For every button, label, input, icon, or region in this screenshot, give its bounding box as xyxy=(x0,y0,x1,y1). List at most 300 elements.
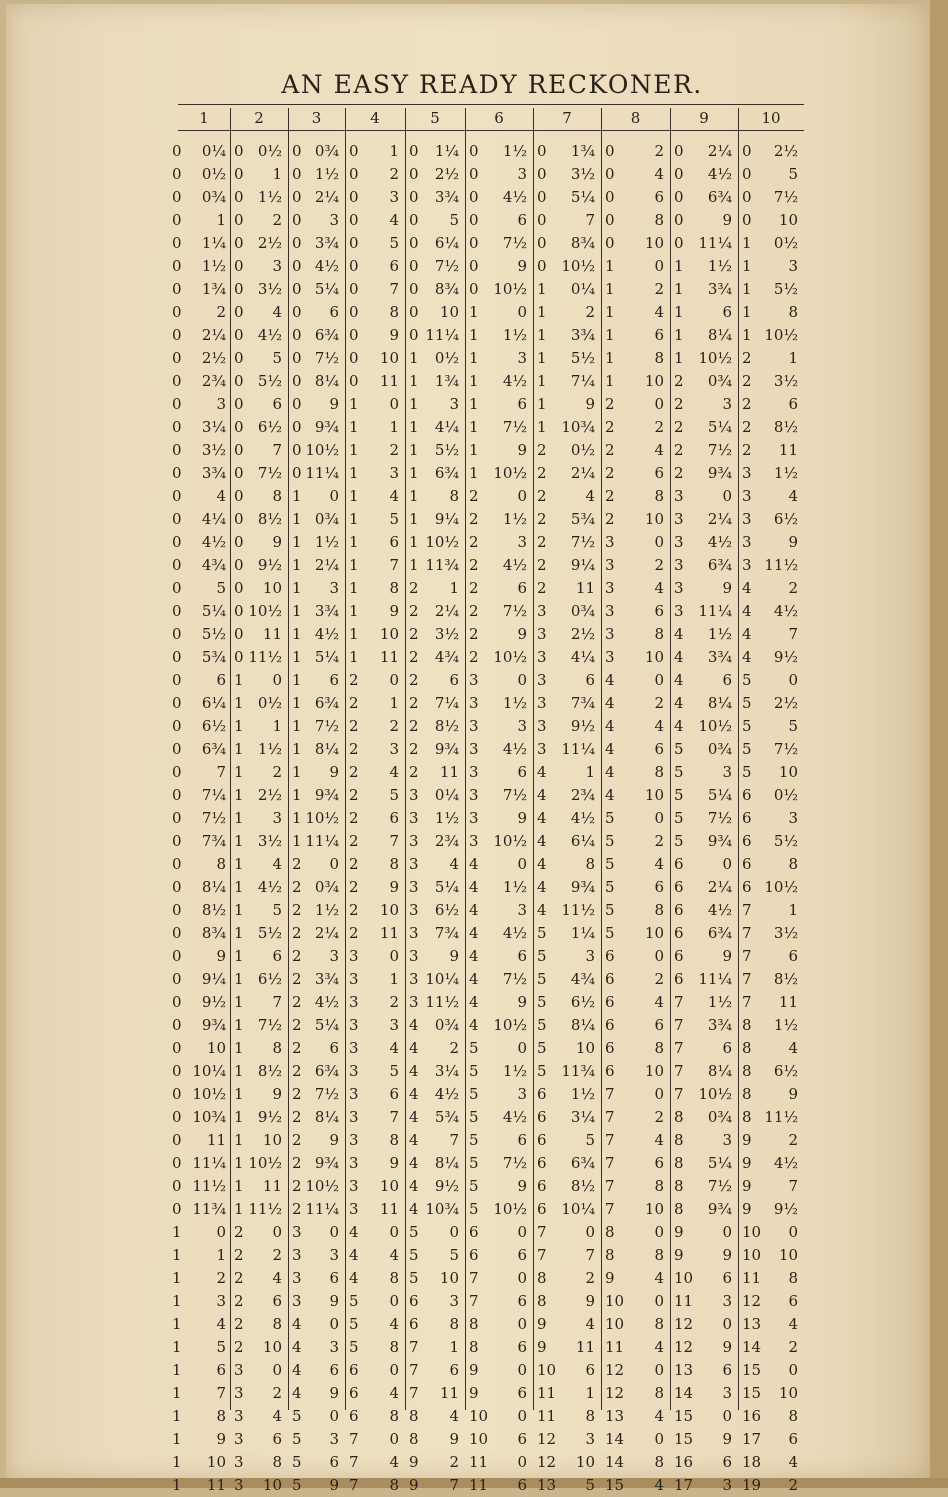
pence-value: 10½ xyxy=(248,602,282,620)
table-cell xyxy=(172,577,226,600)
shillings-value: 2 xyxy=(292,1108,302,1126)
pence-value: 9½ xyxy=(257,556,282,574)
shillings-value: 5 xyxy=(409,1246,419,1264)
table-cell xyxy=(469,554,527,577)
pence-value: 1 xyxy=(585,763,595,781)
pence-value: 10½ xyxy=(305,809,339,827)
table-cell xyxy=(349,278,399,301)
shillings-value: 0 xyxy=(234,602,244,620)
table-cell xyxy=(292,1152,339,1175)
pence-value: 0 xyxy=(517,1039,527,1057)
table-cell xyxy=(349,1474,399,1497)
shillings-value: 2 xyxy=(605,510,615,528)
table-cell xyxy=(537,1474,595,1497)
shillings-value: 0 xyxy=(409,234,419,252)
table-cell xyxy=(349,1221,399,1244)
table-cell xyxy=(742,669,798,692)
pence-value: 0 xyxy=(517,1315,527,1333)
shillings-value: 1 xyxy=(172,1338,182,1356)
shillings-value: 0 xyxy=(234,579,244,597)
table-cell xyxy=(409,922,459,945)
pence-value: 10½ xyxy=(698,1085,732,1103)
table-cell xyxy=(172,1290,226,1313)
pence-value: 5 xyxy=(449,211,459,229)
pence-value: 1 xyxy=(585,1384,595,1402)
table-cell xyxy=(674,347,732,370)
table-cell xyxy=(469,531,527,554)
table-cell xyxy=(469,1290,527,1313)
shillings-value: 1 xyxy=(234,740,244,758)
pence-value: 6¾ xyxy=(314,694,339,712)
table-cell xyxy=(349,301,399,324)
pence-value: 7 xyxy=(389,1108,399,1126)
shillings-value: 6 xyxy=(742,878,752,896)
shillings-value: 5 xyxy=(537,924,547,942)
table-cell xyxy=(172,1267,226,1290)
pence-value: 0 xyxy=(654,947,664,965)
pence-value: 6 xyxy=(517,579,527,597)
table-cell xyxy=(409,876,459,899)
pence-value: 0 xyxy=(654,1361,664,1379)
pence-value: 6¼ xyxy=(201,694,226,712)
table-cell xyxy=(234,278,282,301)
table-cell xyxy=(605,301,664,324)
pence-value: 5¼ xyxy=(434,878,459,896)
pence-value: 9 xyxy=(585,395,595,413)
pence-value: 7¼ xyxy=(434,694,459,712)
table-cell xyxy=(234,1083,282,1106)
table-cell xyxy=(605,186,664,209)
table-cell xyxy=(537,370,595,393)
table-cell xyxy=(605,370,664,393)
table-cell xyxy=(409,1014,459,1037)
shillings-value: 1 xyxy=(349,533,359,551)
table-cell xyxy=(292,1129,339,1152)
table-cell xyxy=(409,1060,459,1083)
shillings-value: 0 xyxy=(605,142,615,160)
pence-value: 6 xyxy=(389,533,399,551)
shillings-value: 0 xyxy=(172,786,182,804)
shillings-value: 2 xyxy=(349,832,359,850)
table-cell xyxy=(742,738,798,761)
column-header: 9 xyxy=(699,109,709,127)
pence-value: 2 xyxy=(654,280,664,298)
shillings-value: 4 xyxy=(605,717,615,735)
shillings-value: 2 xyxy=(537,441,547,459)
table-cell xyxy=(234,1175,282,1198)
pence-value: 8 xyxy=(654,1315,664,1333)
table-cell xyxy=(172,784,226,807)
table-cell xyxy=(742,1336,798,1359)
shillings-value: 0 xyxy=(742,165,752,183)
table-cell xyxy=(409,807,459,830)
pence-value: 11¼ xyxy=(305,1200,339,1218)
pence-value: 4½ xyxy=(257,878,282,896)
pence-value: 0 xyxy=(654,257,664,275)
pence-value: 6 xyxy=(788,1292,798,1310)
table-cell xyxy=(674,1083,732,1106)
pence-value: 6 xyxy=(585,671,595,689)
table-cell xyxy=(605,1290,664,1313)
table-cell xyxy=(349,370,399,393)
shillings-value: 10 xyxy=(537,1361,557,1379)
shillings-value: 3 xyxy=(409,993,419,1011)
pence-value: 7¾ xyxy=(570,694,595,712)
table-cell xyxy=(172,462,226,485)
table-cell xyxy=(172,1152,226,1175)
table-cell xyxy=(742,301,798,324)
shillings-value: 6 xyxy=(537,1108,547,1126)
pence-value: 10½ xyxy=(764,326,798,344)
shillings-value: 3 xyxy=(349,1131,359,1149)
pence-value: 7½ xyxy=(707,1177,732,1195)
pence-value: 10 xyxy=(206,1039,226,1057)
pence-value: 0 xyxy=(389,947,399,965)
shillings-value: 3 xyxy=(409,878,419,896)
table-cell xyxy=(349,531,399,554)
column-header: 3 xyxy=(311,109,322,127)
shillings-value: 15 xyxy=(674,1407,694,1425)
shillings-value: 0 xyxy=(172,395,182,413)
pence-value: 2¼ xyxy=(707,878,732,896)
table-cell xyxy=(172,1129,226,1152)
shillings-value: 2 xyxy=(742,349,752,367)
pence-value: 8 xyxy=(216,855,226,873)
shillings-value: 1 xyxy=(469,326,479,344)
table-cell xyxy=(674,853,732,876)
table-cell xyxy=(674,324,732,347)
shillings-value: 0 xyxy=(172,257,182,275)
shillings-value: 1 xyxy=(234,1062,244,1080)
pence-value: 8 xyxy=(788,303,798,321)
shillings-value: 11 xyxy=(537,1384,557,1402)
pence-value: 10 xyxy=(379,349,399,367)
table-cell xyxy=(742,1175,798,1198)
shillings-value: 15 xyxy=(742,1361,762,1379)
shillings-value: 3 xyxy=(742,510,752,528)
pence-value: 0½ xyxy=(257,142,282,160)
shillings-value: 1 xyxy=(234,993,244,1011)
table-cell xyxy=(674,1037,732,1060)
pence-value: 4½ xyxy=(314,625,339,643)
table-cell xyxy=(292,669,339,692)
shillings-value: 0 xyxy=(469,280,479,298)
table-cell xyxy=(674,1175,732,1198)
table-cell xyxy=(349,1382,399,1405)
pence-value: 1½ xyxy=(707,993,732,1011)
table-cell xyxy=(292,232,339,255)
shillings-value: 0 xyxy=(172,326,182,344)
table-cell xyxy=(742,922,798,945)
shillings-value: 1 xyxy=(172,1384,182,1402)
table-cell xyxy=(234,692,282,715)
pence-value: 3½ xyxy=(570,165,595,183)
shillings-value: 3 xyxy=(349,1039,359,1057)
table-cell xyxy=(409,462,459,485)
shillings-value: 4 xyxy=(409,1131,419,1149)
table-cell xyxy=(605,347,664,370)
pence-value: 1 xyxy=(216,211,226,229)
pence-value: 0 xyxy=(722,1407,732,1425)
shillings-value: 2 xyxy=(349,740,359,758)
pence-value: 5¾ xyxy=(434,1108,459,1126)
pence-value: 10½ xyxy=(698,717,732,735)
pence-value: 4¼ xyxy=(201,510,226,528)
pence-value: 5 xyxy=(788,717,798,735)
table-cell xyxy=(742,1313,798,1336)
pence-value: 10½ xyxy=(493,1016,527,1034)
pence-value: 5 xyxy=(216,1338,226,1356)
table-cell xyxy=(469,1267,527,1290)
shillings-value: 6 xyxy=(537,1131,547,1149)
pence-value: 5½ xyxy=(201,625,226,643)
pence-value: 4 xyxy=(654,855,664,873)
shillings-value: 1 xyxy=(742,234,752,252)
pence-value: 4 xyxy=(788,1039,798,1057)
table-cell xyxy=(605,968,664,991)
table-cell xyxy=(537,485,595,508)
pence-value: 8½ xyxy=(257,1062,282,1080)
pence-value: 9 xyxy=(329,1384,339,1402)
table-cell xyxy=(292,186,339,209)
pence-value: 6 xyxy=(272,1292,282,1310)
shillings-value: 2 xyxy=(469,533,479,551)
table-cell xyxy=(469,1152,527,1175)
table-cell xyxy=(409,301,459,324)
pence-value: 2 xyxy=(272,763,282,781)
pence-value: 2¼ xyxy=(707,142,732,160)
shillings-value: 1 xyxy=(537,280,547,298)
pence-value: 4 xyxy=(654,993,664,1011)
table-cell xyxy=(605,554,664,577)
pence-value: 0 xyxy=(722,487,732,505)
shillings-value: 4 xyxy=(409,1039,419,1057)
shillings-value: 7 xyxy=(409,1361,419,1379)
shillings-value: 1 xyxy=(674,280,684,298)
table-cell xyxy=(409,1106,459,1129)
shillings-value: 0 xyxy=(674,165,684,183)
table-cell xyxy=(349,784,399,807)
shillings-value: 7 xyxy=(674,1085,684,1103)
pence-value: 9½ xyxy=(570,717,595,735)
table-cell xyxy=(349,807,399,830)
shillings-value: 8 xyxy=(674,1154,684,1172)
table-cell xyxy=(605,255,664,278)
table-cell xyxy=(674,1336,732,1359)
shillings-value: 9 xyxy=(742,1177,752,1195)
pence-value: 3½ xyxy=(773,924,798,942)
table-cell xyxy=(742,485,798,508)
pence-value: 2¼ xyxy=(314,924,339,942)
pence-value: 5½ xyxy=(257,924,282,942)
shillings-value: 3 xyxy=(349,970,359,988)
table-cell xyxy=(292,554,339,577)
pence-value: 8¼ xyxy=(314,372,339,390)
pence-value: 9¼ xyxy=(570,556,595,574)
shillings-value: 0 xyxy=(172,740,182,758)
pence-value: 10 xyxy=(778,763,798,781)
shillings-value: 7 xyxy=(605,1154,615,1172)
pence-value: 9¾ xyxy=(314,1154,339,1172)
table-cell xyxy=(537,1060,595,1083)
table-cell xyxy=(292,1474,339,1497)
shillings-value: 1 xyxy=(292,602,302,620)
table-cell xyxy=(469,830,527,853)
table-cell xyxy=(172,1474,226,1497)
shillings-value: 11 xyxy=(742,1269,762,1287)
shillings-value: 7 xyxy=(742,901,752,919)
pence-value: 6½ xyxy=(257,970,282,988)
table-cell xyxy=(349,830,399,853)
shillings-value: 0 xyxy=(172,1154,182,1172)
table-cell xyxy=(742,531,798,554)
pence-value: 3¼ xyxy=(570,1108,595,1126)
pence-value: 3½ xyxy=(201,441,226,459)
table-cell xyxy=(605,853,664,876)
shillings-value: 0 xyxy=(292,372,302,390)
table-cell xyxy=(605,140,664,163)
shillings-value: 0 xyxy=(349,211,359,229)
shillings-value: 2 xyxy=(234,1246,244,1264)
table-cell xyxy=(674,784,732,807)
shillings-value: 13 xyxy=(537,1476,557,1494)
table-cell xyxy=(674,301,732,324)
table-cell xyxy=(605,1198,664,1221)
table-cell xyxy=(409,1221,459,1244)
pence-value: 2¼ xyxy=(707,510,732,528)
shillings-value: 2 xyxy=(537,487,547,505)
table-cell xyxy=(674,209,732,232)
shillings-value: 0 xyxy=(537,165,547,183)
table-cell xyxy=(172,186,226,209)
pence-value: 1½ xyxy=(314,901,339,919)
table-cell xyxy=(537,715,595,738)
pence-value: 4 xyxy=(389,1039,399,1057)
shillings-value: 0 xyxy=(409,257,419,275)
pence-value: 9¾ xyxy=(434,740,459,758)
table-cell xyxy=(172,899,226,922)
table-cell xyxy=(292,784,339,807)
shillings-value: 6 xyxy=(409,1292,419,1310)
pence-value: 11¼ xyxy=(425,326,459,344)
pence-value: 4½ xyxy=(434,1085,459,1103)
shillings-value: 0 xyxy=(349,349,359,367)
shillings-value: 0 xyxy=(234,280,244,298)
pence-value: 2 xyxy=(216,303,226,321)
table-cell xyxy=(674,1152,732,1175)
table-cell xyxy=(742,1060,798,1083)
pence-value: 9 xyxy=(722,947,732,965)
table-cell xyxy=(469,508,527,531)
table-cell xyxy=(537,1359,595,1382)
shillings-value: 3 xyxy=(234,1361,244,1379)
pence-value: 7 xyxy=(272,993,282,1011)
pence-value: 8¼ xyxy=(707,1062,732,1080)
pence-value: 2½ xyxy=(434,165,459,183)
pence-value: 7½ xyxy=(707,441,732,459)
shillings-value: 7 xyxy=(605,1131,615,1149)
shillings-value: 1 xyxy=(292,579,302,597)
pence-value: 6½ xyxy=(201,717,226,735)
shillings-value: 0 xyxy=(469,188,479,206)
shillings-value: 7 xyxy=(537,1223,547,1241)
shillings-value: 6 xyxy=(349,1384,359,1402)
pence-value: 3 xyxy=(722,1131,732,1149)
shillings-value: 1 xyxy=(172,1361,182,1379)
shillings-value: 6 xyxy=(674,901,684,919)
shillings-value: 3 xyxy=(674,602,684,620)
shillings-value: 5 xyxy=(469,1039,479,1057)
table-cell xyxy=(537,577,595,600)
table-cell xyxy=(409,853,459,876)
table-cell xyxy=(172,140,226,163)
pence-value: 4 xyxy=(788,1315,798,1333)
table-cell xyxy=(349,899,399,922)
table-cell xyxy=(409,600,459,623)
table-cell xyxy=(409,255,459,278)
shillings-value: 4 xyxy=(537,786,547,804)
table-cell xyxy=(742,163,798,186)
pence-value: 0 xyxy=(329,487,339,505)
pence-value: 7 xyxy=(216,1384,226,1402)
pence-value: 8 xyxy=(389,1338,399,1356)
pence-value: 0 xyxy=(389,671,399,689)
pence-value: 10½ xyxy=(493,1200,527,1218)
pence-value: 3 xyxy=(329,947,339,965)
pence-value: 11¼ xyxy=(305,832,339,850)
shillings-value: 1 xyxy=(292,694,302,712)
pence-value: 9 xyxy=(449,947,459,965)
pence-value: 4 xyxy=(654,717,664,735)
table-cell xyxy=(674,232,732,255)
shillings-value: 9 xyxy=(409,1453,419,1471)
table-cell xyxy=(469,163,527,186)
shillings-value: 6 xyxy=(349,1361,359,1379)
shillings-value: 0 xyxy=(537,257,547,275)
pence-value: 6 xyxy=(329,671,339,689)
pence-value: 1½ xyxy=(502,878,527,896)
shillings-value: 8 xyxy=(537,1269,547,1287)
pence-value: 7½ xyxy=(257,1016,282,1034)
table-cell xyxy=(292,255,339,278)
shillings-value: 3 xyxy=(234,1407,244,1425)
table-cell xyxy=(349,1428,399,1451)
table-cell xyxy=(674,876,732,899)
table-cell xyxy=(292,485,339,508)
table-cell xyxy=(674,370,732,393)
shillings-value: 3 xyxy=(349,1200,359,1218)
table-cell xyxy=(234,531,282,554)
pence-value: 0 xyxy=(722,855,732,873)
shillings-value: 3 xyxy=(537,625,547,643)
pence-value: 4 xyxy=(272,1407,282,1425)
pence-value: 9¾ xyxy=(707,464,732,482)
table-cell xyxy=(409,669,459,692)
shillings-value: 5 xyxy=(349,1315,359,1333)
shillings-value: 4 xyxy=(292,1361,302,1379)
shillings-value: 3 xyxy=(469,740,479,758)
table-cell xyxy=(234,1267,282,1290)
shillings-value: 2 xyxy=(469,625,479,643)
table-cell xyxy=(349,1336,399,1359)
table-cell xyxy=(292,462,339,485)
shillings-value: 0 xyxy=(292,280,302,298)
shillings-value: 2 xyxy=(409,717,419,735)
shillings-value: 0 xyxy=(172,303,182,321)
table-cell xyxy=(742,876,798,899)
shillings-value: 12 xyxy=(605,1361,625,1379)
shillings-value: 7 xyxy=(742,924,752,942)
